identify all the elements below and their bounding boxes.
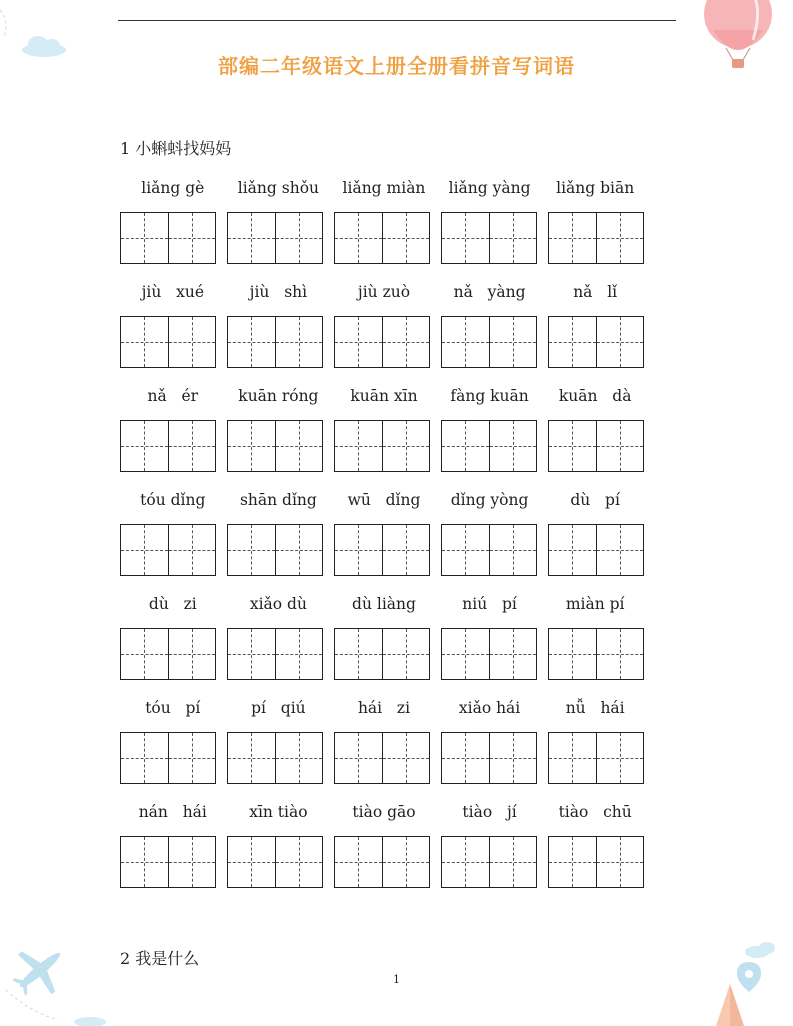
writing-box[interactable]	[227, 316, 323, 368]
writing-box[interactable]	[441, 836, 537, 888]
pinyin-label: dǐng yòng	[450, 491, 529, 509]
tian-zi-ge-cell[interactable]	[442, 733, 489, 783]
section-heading-2: 2 我是什么	[120, 949, 200, 968]
tian-zi-ge-cell[interactable]	[442, 317, 489, 367]
writing-box[interactable]	[548, 836, 644, 888]
writing-box[interactable]	[334, 732, 430, 784]
writing-box[interactable]	[548, 628, 644, 680]
writing-box-line	[120, 732, 648, 784]
pinyin-label: dù pí	[570, 491, 620, 509]
tian-zi-ge-cell[interactable]	[275, 629, 323, 679]
pinyin-label: xiǎo dù	[249, 595, 307, 613]
writing-box[interactable]	[227, 628, 323, 680]
tian-zi-ge-cell[interactable]	[335, 421, 382, 471]
writing-box[interactable]	[227, 836, 323, 888]
section-heading-1: 1 小蝌蚪找妈妈	[120, 139, 232, 158]
tian-zi-ge-cell[interactable]	[335, 525, 382, 575]
tian-zi-ge-cell[interactable]	[442, 837, 489, 887]
tian-zi-ge-cell[interactable]	[228, 733, 275, 783]
tian-zi-ge-cell[interactable]	[549, 317, 596, 367]
writing-box[interactable]	[334, 836, 430, 888]
tian-zi-ge-cell[interactable]	[549, 421, 596, 471]
writing-box[interactable]	[334, 316, 430, 368]
pinyin-label: tiào chū	[558, 803, 632, 821]
tian-zi-ge-cell[interactable]	[228, 213, 275, 263]
tian-zi-ge-cell[interactable]	[228, 837, 275, 887]
page-number: 1	[393, 973, 400, 986]
writing-box[interactable]	[548, 524, 644, 576]
tian-zi-ge-cell[interactable]	[168, 733, 216, 783]
pinyin-label: tiào gāo	[352, 803, 416, 821]
writing-box[interactable]	[548, 316, 644, 368]
writing-box[interactable]	[120, 628, 216, 680]
tian-zi-ge-cell[interactable]	[335, 629, 382, 679]
pinyin-label: tiào jí	[462, 803, 517, 821]
writing-box[interactable]	[227, 732, 323, 784]
tian-zi-ge-cell[interactable]	[442, 525, 489, 575]
pinyin-line	[120, 588, 648, 628]
writing-box[interactable]	[334, 420, 430, 472]
header-rule	[118, 20, 676, 21]
exercise-row	[120, 588, 648, 692]
pinyin-label: kuān dà	[558, 387, 632, 405]
tian-zi-ge-cell[interactable]	[335, 837, 382, 887]
pinyin-line	[120, 796, 648, 836]
kite-icon	[700, 980, 760, 1026]
tian-zi-ge-cell[interactable]	[596, 317, 644, 367]
writing-box-line	[120, 212, 648, 264]
writing-box[interactable]	[548, 420, 644, 472]
writing-box[interactable]	[120, 316, 216, 368]
tian-zi-ge-cell[interactable]	[489, 733, 537, 783]
tian-zi-ge-cell[interactable]	[382, 421, 430, 471]
tian-zi-ge-cell[interactable]	[335, 213, 382, 263]
exercise-row	[120, 796, 648, 900]
tian-zi-ge-cell[interactable]	[382, 525, 430, 575]
pinyin-label: jiù shì	[249, 283, 308, 301]
pinyin-label: xiǎo hái	[458, 699, 521, 717]
pinyin-label: nǚ hái	[565, 699, 625, 717]
writing-box-line	[120, 316, 648, 368]
writing-box[interactable]	[120, 420, 216, 472]
tian-zi-ge-cell[interactable]	[121, 317, 168, 367]
pinyin-label: hái zi	[357, 699, 411, 717]
pinyin-label: liǎng biān	[556, 179, 635, 197]
tian-zi-ge-cell[interactable]	[275, 837, 323, 887]
tian-zi-ge-cell[interactable]	[335, 317, 382, 367]
tian-zi-ge-cell[interactable]	[549, 213, 596, 263]
writing-box[interactable]	[227, 420, 323, 472]
writing-box[interactable]	[120, 836, 216, 888]
tian-zi-ge-cell[interactable]	[275, 733, 323, 783]
pinyin-line	[120, 276, 648, 316]
tian-zi-ge-cell[interactable]	[596, 733, 644, 783]
exercise-row	[120, 276, 648, 380]
tian-zi-ge-cell[interactable]	[442, 421, 489, 471]
tian-zi-ge-cell[interactable]	[121, 733, 168, 783]
pinyin-label: jiù xué	[141, 283, 205, 301]
tian-zi-ge-cell[interactable]	[168, 837, 216, 887]
page-title: 部编二年级语文上册全册看拼音写词语	[218, 54, 575, 78]
tian-zi-ge-cell[interactable]	[168, 525, 216, 575]
pinyin-line	[120, 692, 648, 732]
pinyin-label: nǎ yàng	[453, 283, 526, 301]
pinyin-label: tóu pí	[145, 699, 201, 717]
writing-box[interactable]	[334, 524, 430, 576]
pinyin-label: liǎng shǒu	[237, 179, 320, 197]
writing-box[interactable]	[548, 732, 644, 784]
pinyin-label: dù zi	[148, 595, 197, 613]
writing-box[interactable]	[227, 212, 323, 264]
pinyin-label: nán hái	[138, 803, 207, 821]
pinyin-label: liǎng miàn	[342, 179, 426, 197]
tian-zi-ge-cell[interactable]	[275, 213, 323, 263]
tian-zi-ge-cell[interactable]	[489, 837, 537, 887]
tian-zi-ge-cell[interactable]	[228, 421, 275, 471]
tian-zi-ge-cell[interactable]	[382, 213, 430, 263]
exercise-row	[120, 380, 648, 484]
writing-box[interactable]	[441, 316, 537, 368]
tian-zi-ge-cell[interactable]	[382, 837, 430, 887]
tian-zi-ge-cell[interactable]	[168, 421, 216, 471]
tian-zi-ge-cell[interactable]	[382, 317, 430, 367]
pinyin-line	[120, 484, 648, 524]
tian-zi-ge-cell[interactable]	[275, 421, 323, 471]
tian-zi-ge-cell[interactable]	[121, 629, 168, 679]
tian-zi-ge-cell[interactable]	[489, 421, 537, 471]
pinyin-label: niú pí	[462, 595, 517, 613]
tian-zi-ge-cell[interactable]	[168, 213, 216, 263]
tian-zi-ge-cell[interactable]	[596, 629, 644, 679]
pinyin-label: tóu dǐng	[140, 491, 206, 509]
tian-zi-ge-cell[interactable]	[228, 317, 275, 367]
tian-zi-ge-cell[interactable]	[489, 317, 537, 367]
pinyin-label: miàn pí	[565, 595, 625, 613]
tian-zi-ge-cell[interactable]	[168, 317, 216, 367]
tian-zi-ge-cell[interactable]	[489, 525, 537, 575]
tian-zi-ge-cell[interactable]	[121, 525, 168, 575]
exercise-row	[120, 484, 648, 588]
pinyin-label: nǎ lǐ	[573, 283, 618, 301]
writing-box[interactable]	[441, 732, 537, 784]
pinyin-label: nǎ ér	[147, 387, 199, 405]
writing-box[interactable]	[334, 628, 430, 680]
writing-box[interactable]	[120, 732, 216, 784]
pinyin-label: xīn tiào	[249, 803, 308, 821]
tian-zi-ge-cell[interactable]	[549, 733, 596, 783]
tian-zi-ge-cell[interactable]	[596, 421, 644, 471]
exercise-row	[120, 172, 648, 276]
pinyin-label: liǎng yàng	[448, 179, 531, 197]
tian-zi-ge-cell[interactable]	[275, 317, 323, 367]
tian-zi-ge-cell[interactable]	[596, 837, 644, 887]
tian-zi-ge-cell[interactable]	[596, 525, 644, 575]
tian-zi-ge-cell[interactable]	[549, 525, 596, 575]
tian-zi-ge-cell[interactable]	[549, 837, 596, 887]
tian-zi-ge-cell[interactable]	[228, 525, 275, 575]
pinyin-label: dù liàng	[352, 595, 416, 613]
writing-box[interactable]	[120, 212, 216, 264]
exercise-row	[120, 692, 648, 796]
tian-zi-ge-cell[interactable]	[489, 629, 537, 679]
tian-zi-ge-cell[interactable]	[335, 733, 382, 783]
tian-zi-ge-cell[interactable]	[596, 213, 644, 263]
writing-box-line	[120, 836, 648, 888]
writing-box[interactable]	[441, 628, 537, 680]
tian-zi-ge-cell[interactable]	[442, 213, 489, 263]
tian-zi-ge-cell[interactable]	[168, 629, 216, 679]
pinyin-label: shān dǐng	[239, 491, 317, 509]
tian-zi-ge-cell[interactable]	[549, 629, 596, 679]
tian-zi-ge-cell[interactable]	[442, 629, 489, 679]
writing-box-line	[120, 420, 648, 472]
writing-box[interactable]	[441, 524, 537, 576]
writing-box-line	[120, 628, 648, 680]
pinyin-writing-grid	[120, 172, 648, 900]
pinyin-label: kuān xīn	[350, 387, 418, 405]
pinyin-line	[120, 172, 648, 212]
writing-box[interactable]	[441, 212, 537, 264]
writing-box[interactable]	[227, 524, 323, 576]
tian-zi-ge-cell[interactable]	[121, 837, 168, 887]
pinyin-label: liǎng gè	[141, 179, 205, 197]
pinyin-line	[120, 380, 648, 420]
pinyin-label: fàng kuān	[450, 387, 529, 405]
writing-box[interactable]	[120, 524, 216, 576]
tian-zi-ge-cell[interactable]	[121, 421, 168, 471]
tian-zi-ge-cell[interactable]	[228, 629, 275, 679]
writing-box[interactable]	[548, 212, 644, 264]
writing-box-line	[120, 524, 648, 576]
tian-zi-ge-cell[interactable]	[489, 213, 537, 263]
pinyin-label: jiù zuò	[357, 283, 411, 301]
writing-box[interactable]	[334, 212, 430, 264]
pinyin-label: kuān róng	[238, 387, 319, 405]
tian-zi-ge-cell[interactable]	[275, 525, 323, 575]
pinyin-label: pí qiú	[251, 699, 306, 717]
writing-box[interactable]	[441, 420, 537, 472]
tian-zi-ge-cell[interactable]	[121, 213, 168, 263]
tian-zi-ge-cell[interactable]	[382, 629, 430, 679]
tian-zi-ge-cell[interactable]	[382, 733, 430, 783]
pinyin-label: wū dǐng	[347, 491, 421, 509]
